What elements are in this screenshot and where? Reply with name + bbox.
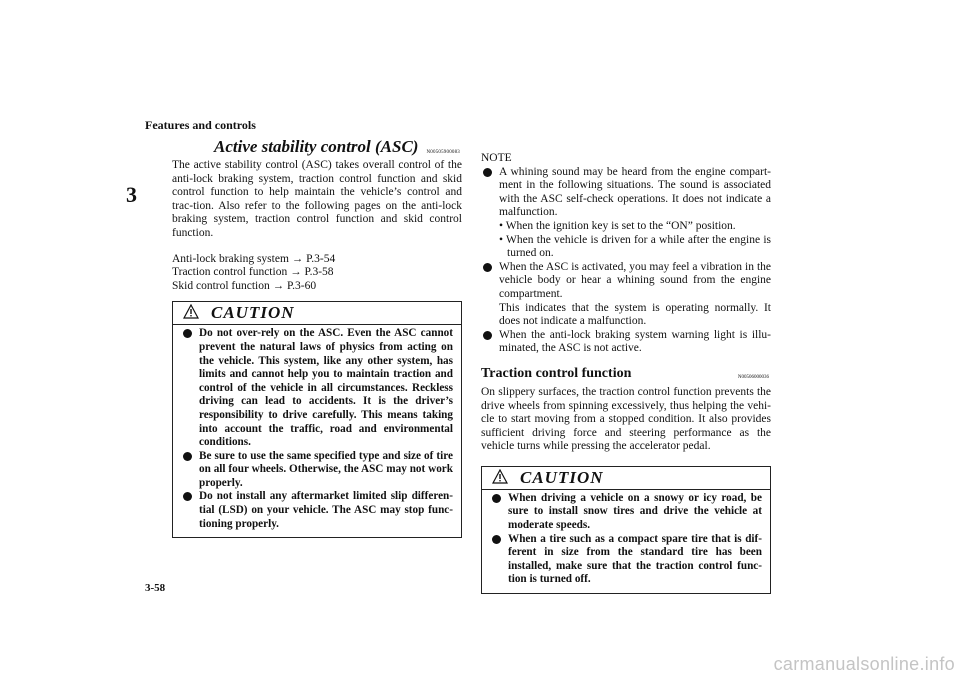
note-extra: This indicates that the system is operating normally. It does not indicate a malfunction. (499, 301, 771, 328)
bullet-icon (483, 263, 492, 272)
caution-list (482, 490, 770, 593)
bullet-icon (183, 452, 192, 461)
warning-triangle-icon (492, 469, 508, 484)
bullet-icon (483, 168, 492, 177)
bullet-icon (492, 494, 501, 503)
subheading-code: N00506000036 (737, 374, 769, 380)
reference-item: Skid control function → P.3-60 (172, 279, 317, 292)
intro-paragraph: The active stability control (ASC) takes overall control of the anti-lock braking system, traction control function and skid control function to help maintain the vehicle’s control and trac-tion. Also refer to the following pages on the anti-lock braking system, traction control function and skid control function. (172, 159, 462, 239)
caution-text: Do not over-rely on the ASC. Even the ASC cannot prevent the natural laws of physics from acting on the vehicle. This system, like any other system, has limits and cannot help you to maintain traction and control of the vehicle in all circumstances. Reckless driving can lead to accidents. It is the driver’s responsibility to drive carefully. This means taking into account the traffic, road and environmental conditions. (199, 327, 453, 449)
caution-item (490, 533, 762, 587)
caution-header (482, 467, 770, 489)
caution-item (181, 327, 453, 449)
warning-triangle-icon (183, 304, 199, 319)
caution-label: CAUTION (211, 303, 295, 323)
right-column (481, 152, 771, 594)
note-text: When the ASC is activated, you may feel a vibration in the vehicle body or hear a whining sound from the engine compartment. (499, 260, 771, 300)
page-number: 3-58 (145, 582, 166, 594)
chapter-tab-number: 3 (126, 182, 137, 207)
caution-item (490, 492, 762, 533)
title-code: N00505900083 (426, 150, 460, 155)
title-block (172, 137, 462, 159)
caution-text: Do not install any aftermarket limited slip differen-tial (LSD) on your vehicle. The ASC may stop func-tioning properly. (199, 490, 453, 530)
note-item (481, 166, 771, 261)
note-label: NOTE (481, 152, 512, 164)
caution-text: When driving a vehicle on a snowy or icy road, be sure to install snow tires and drive the vehicle at moderate speeds. (508, 491, 762, 532)
caution-list (173, 325, 461, 537)
note-subitem: • When the vehicle is driven for a while after the engine is turned on. (499, 233, 771, 260)
caution-box (172, 301, 462, 538)
note-text: When the anti-lock braking system warning light is illu-minated, the ASC is not active. (499, 328, 771, 355)
caution-box (481, 466, 771, 594)
caution-item (181, 450, 453, 491)
reference-item: Traction control function → P.3-58 (172, 266, 334, 279)
traction-paragraph: On slippery surfaces, the traction control function prevents the drive wheels from spinning excessively, thus helping the vehi-cle to start moving from a stopped condition. It also provides sufficient driving force and steering performance as the vehicle turns while pressing the accelerator pedal. (481, 385, 771, 453)
left-column (172, 137, 462, 538)
note-item (481, 261, 771, 329)
caution-label: CAUTION (520, 467, 604, 487)
caution-text: Be sure to use the same specified type and size of tire on all four wheels. Otherwise, the ASC may not work properly. (199, 449, 453, 489)
bullet-icon (183, 492, 192, 501)
page-title: Active stability control (ASC) (214, 137, 419, 156)
caution-text: When a tire such as a compact spare tire that is dif-ferent in size from the standard tire has been installed, make sure that the traction control func-tion is turned off. (508, 532, 762, 586)
bullet-icon (492, 535, 501, 544)
section-heading: Features and controls (145, 118, 256, 132)
subheading: Traction control function (481, 365, 632, 381)
watermark-link[interactable]: carmanualsonline.info (773, 654, 955, 674)
bullet-icon (483, 331, 492, 340)
caution-header (173, 302, 461, 324)
caution-item (181, 490, 453, 531)
note-text: A whining sound may be heard from the engine compart-ment in the following situations. The sound is associated with the ASC self-check operations. It does not indicate a malfunction. (499, 165, 771, 219)
bullet-icon (183, 329, 192, 338)
subheading-block (481, 366, 771, 386)
reference-item: Anti-lock braking system → P.3-54 (172, 252, 336, 265)
note-subitem: • When the ignition key is set to the “ON” position. (499, 219, 736, 232)
note-item (481, 329, 771, 356)
reference-list (172, 253, 462, 294)
